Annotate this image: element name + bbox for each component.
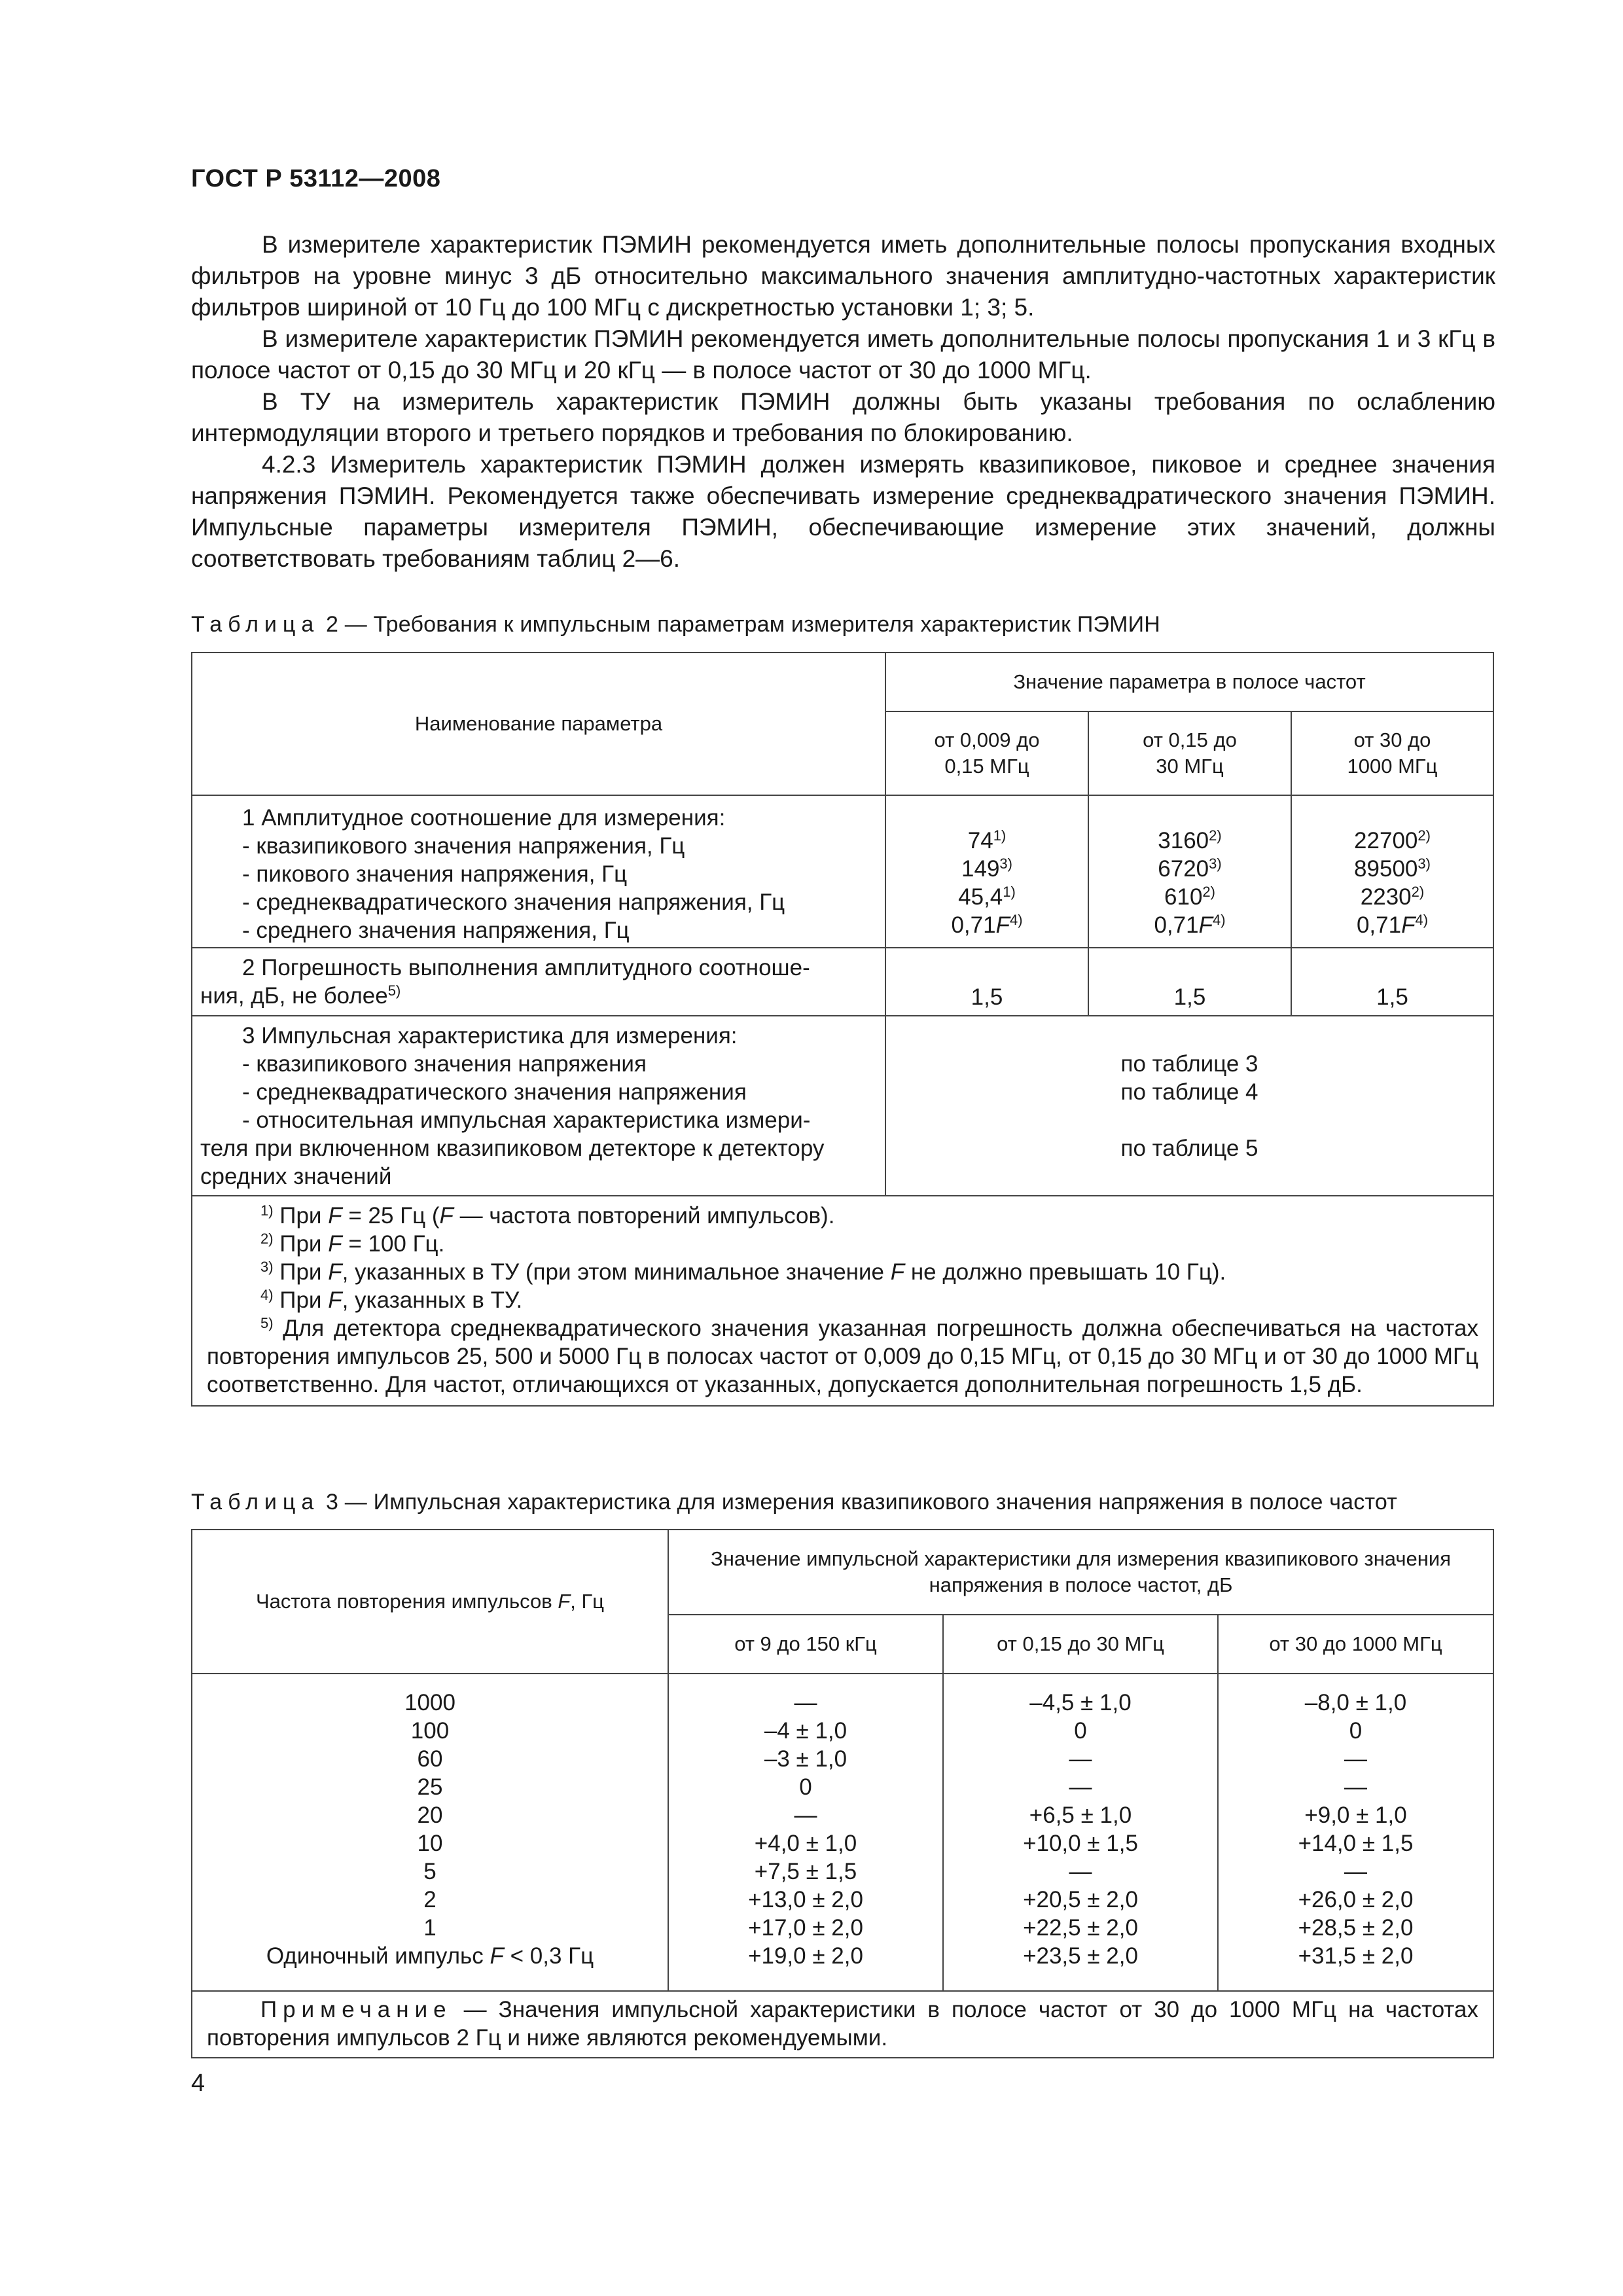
table2-values-band3 — [1291, 795, 1493, 948]
paragraph: 4.2.3 Измеритель характеристик ПЭМИН должен измерять квазипиковое, пиковое и среднее значения напряжения ПЭМИН. Рекомендуется также обеспечивать измерение среднеквадратического значения ПЭМИН. Импульсные параметры измерителя ПЭМИН, обеспечивающие измерение этих значений, должны соответствовать требованиям таблиц 2—6. — [191, 451, 1495, 572]
row-item: - квазипикового значения напряжения, Гц — [242, 833, 685, 859]
value: 1,5 — [885, 948, 1088, 1016]
band-line: 30 МГц — [1156, 755, 1224, 778]
table2-head-band — [1088, 711, 1291, 795]
table3-caption — [191, 1490, 1397, 1515]
page-number: 4 — [191, 2070, 205, 2097]
table2-head-param: Наименование параметра — [192, 653, 885, 795]
row-label — [192, 795, 885, 948]
row-item: - среднего значения напряжения, Гц — [242, 918, 630, 943]
band-line: от 30 до — [1353, 728, 1431, 751]
table2-caption-text: 2 — Требования к импульсным параметрам измерителя характеристик ПЭМИН — [325, 612, 1161, 637]
row-label: 2 Погрешность выполнения амплитудного соотноше- ния, дБ, не более$^{5)}$ — [192, 948, 885, 1016]
value: 89500$^{3)}$ — [1354, 855, 1431, 882]
paragraph: В ТУ на измеритель характеристик ПЭМИН должны быть указаны требования по ослаблению интермодуляции второго и третьего порядков и требования по блокированию. — [191, 388, 1495, 446]
table2 — [191, 652, 1494, 1407]
table3-head-band: от 30 до 1000 МГц — [1218, 1615, 1493, 1674]
table3-note-row — [192, 1991, 1493, 2058]
table2-caption-label: Таблица — [191, 612, 320, 637]
table2-head-group: Значение параметра в полосе частот — [885, 653, 1493, 711]
table2-caption — [191, 612, 1160, 637]
table2-head-band — [885, 711, 1088, 795]
table2-footnotes — [192, 1196, 1493, 1406]
band-line: от 0,009 до — [934, 728, 1040, 751]
paragraph: В измерителе характеристик ПЭМИН рекомендуется иметь дополнительные полосы пропускания входных фильтров на уровне минус 3 дБ относительно максимального значения амплитудно-частотных характеристик фильтров шириной от 10 Гц до 100 МГц с дискретностью установки 1; 3; 5. — [191, 231, 1495, 321]
footnotes: $^{1)}$ При F = 25 Гц (F — частота повторений импульсов). $^{2)}$ При F = 100 Гц. $^{3)}$ При F, указанных в ТУ (при этом минимальное значение F не должно превышать 10 Гц). $^{4)}$ При F, указанных в ТУ. $^{5)}$ Для детектора среднеквадратического значения указанная погрешность должна обеспечиваться на частотах повторения импульсов 25, 500 и 5000 Гц в полосах частот от 0,009 до 0,15 МГц, от 0,15 до 30 МГц и от 30 до 1000 МГц соответственно. Для частот, отличающихся от указанных, допускается дополнительная погрешность 1,5 дБ. — [192, 1196, 1493, 1406]
value: 1,5 — [1291, 948, 1493, 1016]
value: $0,71F^{4)}$ — [1356, 912, 1429, 938]
value: 3160$^{2)}$ — [1158, 827, 1222, 853]
table3-head-group: Значение импульсной характеристики для измерения квазипикового значения напряжения в полосе частот, дБ — [668, 1530, 1493, 1615]
table3-col-band3: –8,0 ± 1,0 0 — — +9,0 ± 1,0 +14,0 ± 1,5 — +26,0 ± 2,0 +28,5 ± 2,0 +31,5 ± 2,0 — [1218, 1674, 1493, 1991]
value: 22700$^{2)}$ — [1354, 827, 1431, 853]
table3-body — [192, 1674, 1493, 1991]
table3-col-band2: –4,5 ± 1,0 0 — — +6,5 ± 1,0 +10,0 ± 1,5 — +20,5 ± 2,0 +22,5 ± 2,0 +23,5 ± 2,0 — [943, 1674, 1218, 1991]
table3-note: Примечание — Значения импульсной характеристики в полосе частот от 30 до 1000 МГц на частотах повторения импульсов 2 Гц и ниже являются рекомендуемыми. — [192, 1991, 1493, 2058]
table3-freqs: 1000 100 60 25 20 10 5 2 1 Одиночный импульс F < 0,3 Гц — [192, 1674, 668, 1991]
table3 — [191, 1529, 1494, 2058]
band-line: от 0,15 до — [1143, 728, 1237, 751]
table2-head-band — [1291, 711, 1493, 795]
table3-caption-text: 3 — Импульсная характеристика для измерения квазипикового значения напряжения в полосе частот — [325, 1490, 1397, 1515]
table2-row-amplitude — [192, 795, 1493, 948]
row-item: - среднеквадратического значения напряжения, Гц — [242, 889, 785, 915]
value: 74$^{1)}$ — [967, 827, 1007, 853]
row-label: 3 Импульсная характеристика для измерения: - квазипикового значения напряжения - среднеквадратического значения напряжения - относительная импульсная характеристика измери- теля при включенном квазипиковом детекторе к детектору средних значений — [192, 1016, 885, 1196]
table2-row-impulse — [192, 1016, 1493, 1196]
table2-values-band2 — [1088, 795, 1291, 948]
document-header: ГОСТ Р 53112—2008 — [191, 165, 441, 192]
table3-col-band1: — –4 ± 1,0 –3 ± 1,0 0 — +4,0 ± 1,0 +7,5 ± 1,5 +13,0 ± 2,0 +17,0 ± 2,0 +19,0 ± 2,0 — [668, 1674, 943, 1991]
body-text — [191, 229, 1495, 575]
value: 6720$^{3)}$ — [1158, 855, 1222, 882]
paragraph: В измерителе характеристик ПЭМИН рекомендуется иметь дополнительные полосы пропускания 1 и 3 кГц в полосе частот от 0,15 до 30 МГц и 20 кГц — в полосе частот от 30 до 1000 МГц. — [191, 325, 1495, 384]
band-line: 0,15 МГц — [944, 755, 1029, 778]
value: 45,4$^{1)}$ — [958, 884, 1016, 910]
value: $0,71F^{4)}$ — [1154, 912, 1226, 938]
table-references: по таблице 3 по таблице 4 по таблице 5 — [885, 1016, 1493, 1196]
value: 610$^{2)}$ — [1164, 884, 1215, 910]
value: $0,71F^{4)}$ — [951, 912, 1023, 938]
value: 2230$^{2)}$ — [1360, 884, 1425, 910]
table2-row-error — [192, 948, 1493, 1016]
table3-head-band: от 9 до 150 кГц — [668, 1615, 943, 1674]
table3-head-band: от 0,15 до 30 МГц — [943, 1615, 1218, 1674]
row-item: - пикового значения напряжения, Гц — [242, 861, 628, 887]
value: 149$^{3)}$ — [961, 855, 1012, 882]
table3-caption-label: Таблица — [191, 1490, 320, 1515]
table3-head-freq: Частота повторения импульсов F, Гц — [192, 1530, 668, 1674]
value: 1,5 — [1088, 948, 1291, 1016]
table2-values-band1 — [885, 795, 1088, 948]
row-title: 1 Амплитудное соотношение для измерения: — [242, 805, 726, 831]
band-line: 1000 МГц — [1347, 755, 1438, 778]
